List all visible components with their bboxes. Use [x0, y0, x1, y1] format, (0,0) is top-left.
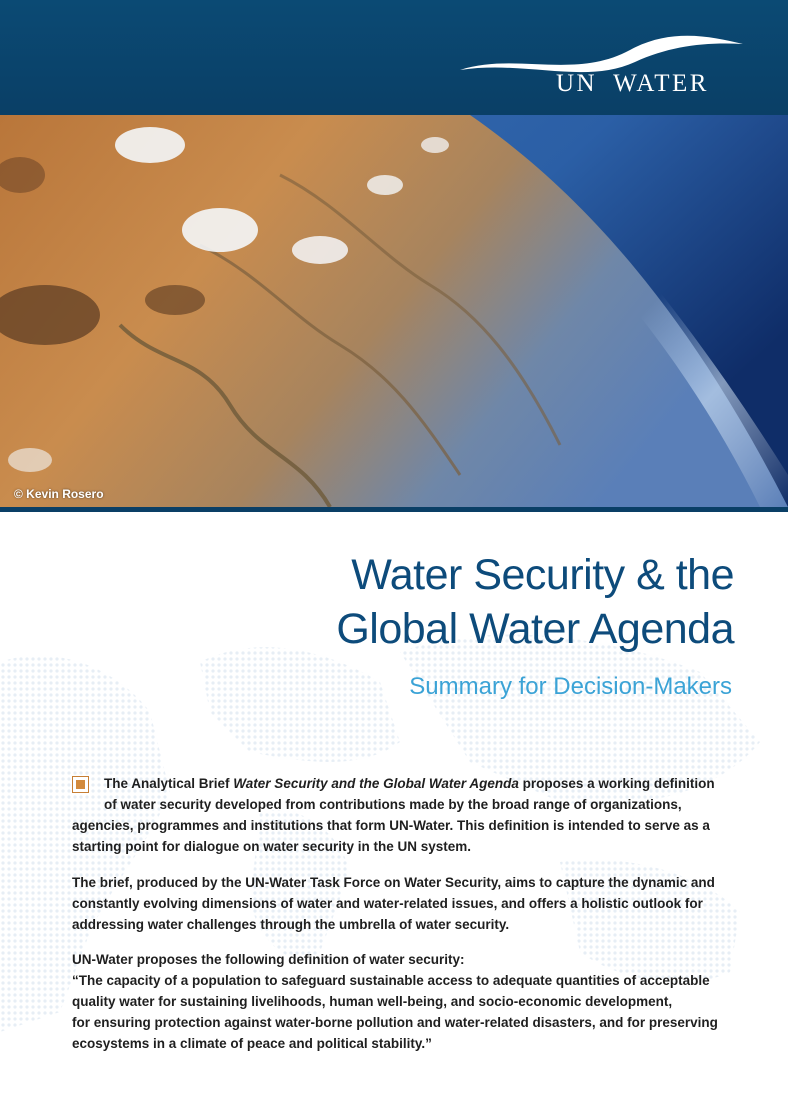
- intro-line-1-b: proposes a working definition: [518, 776, 715, 791]
- definition-line-4: for ensuring protection against water-borne pollution and water-related disasters, and for preserving: [72, 1015, 718, 1030]
- title-line-2: Global Water Agenda: [336, 605, 734, 653]
- definition-line-1: UN-Water proposes the following definition of water security:: [72, 952, 465, 967]
- header-band: [0, 0, 788, 115]
- page-subtitle: Summary for Decision-Makers: [409, 673, 732, 700]
- photo-credit: © Kevin Rosero: [14, 487, 104, 501]
- intro-line-1-a: The Analytical Brief: [104, 776, 234, 791]
- paragraph-brief: [72, 872, 732, 935]
- title-line-1: Water Security & the: [351, 551, 734, 599]
- brief-line-3: addressing water challenges through the umbrella of water security.: [72, 917, 510, 932]
- intro-line-3: agencies, programmes and institutions that form UN-Water. This definition is intended to serve as a: [72, 818, 710, 833]
- brief-line-2: constantly evolving dimensions of water and water-related issues, and offers a holistic outlook for: [72, 896, 703, 911]
- brief-line-1: The brief, produced by the UN-Water Task Force on Water Security, aims to capture the dynamic and: [72, 875, 715, 890]
- intro-line-2: of water security developed from contributions made by the broad range of organizations,: [104, 797, 682, 812]
- un-water-logo-text: [556, 70, 709, 98]
- definition-line-2: “The capacity of a population to safeguard sustainable access to adequate quantities of acceptable: [72, 973, 710, 988]
- paragraph-intro: [72, 773, 732, 857]
- intro-line-4: starting point for dialogue on water security in the UN system.: [72, 839, 472, 854]
- logo-word-water: WATER: [613, 70, 709, 97]
- intro-line-1: [72, 773, 732, 794]
- definition-line-5: ecosystems in a climate of peace and political stability.”: [72, 1036, 432, 1051]
- brief-title-emphasis: Water Security and the Global Water Agenda: [233, 776, 519, 791]
- aerial-earth-photo: [0, 115, 788, 507]
- page-title: [336, 548, 734, 656]
- definition-line-3: quality water for sustaining livelihoods, human well-being, and socio-economic development,: [72, 994, 673, 1009]
- paragraph-definition: [72, 949, 732, 1054]
- logo-word-un: UN: [556, 70, 598, 97]
